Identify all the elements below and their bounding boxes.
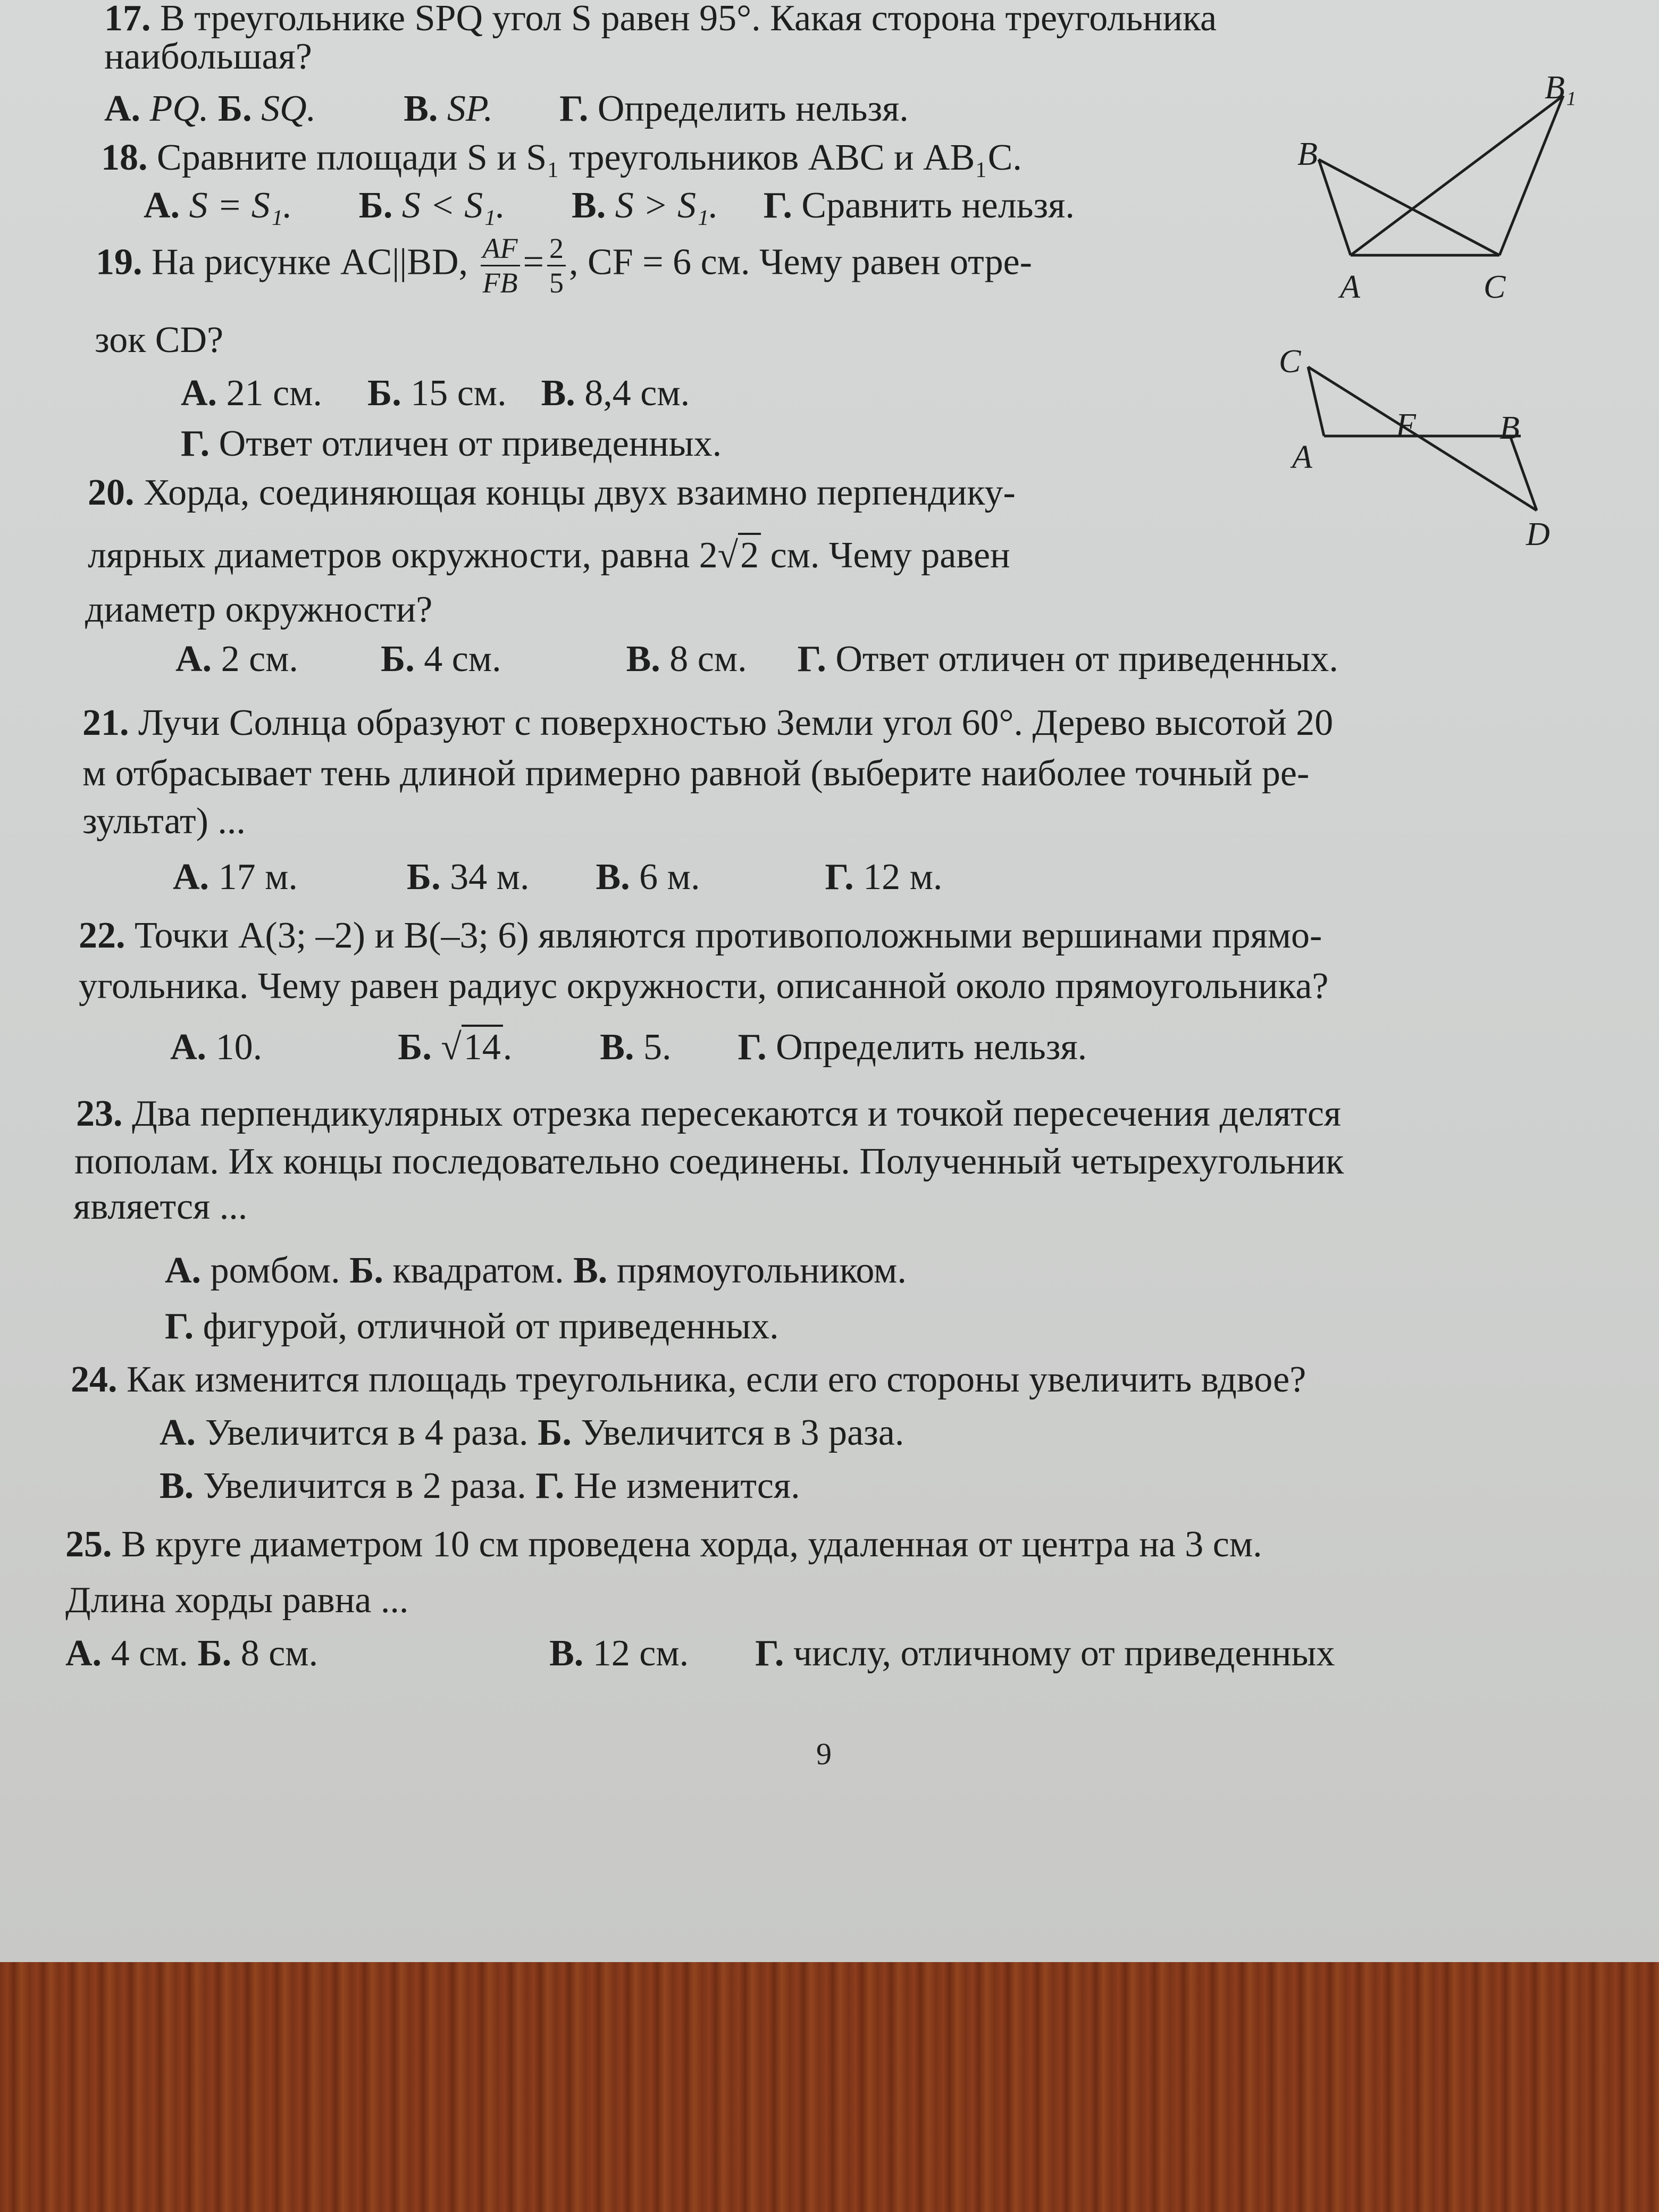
label-c: C [1484,269,1506,305]
q21-options: А. 17 м. Б. 34 м. В. 6 м. Г. 12 м. [173,857,943,898]
q19-line2: зок CD? [95,320,224,361]
q20-line3: диаметр окружности? [85,589,433,630]
sqrt-14: √14 [441,1029,502,1066]
page-number: 9 [816,1737,832,1771]
q25-line2: Длина хорды равна ... [65,1580,409,1621]
q24-options-row1: А. Увеличится в 4 раза. Б. Увеличится в 3 раза. [160,1412,904,1453]
q19-line1: 19. На рисунке AC||BD, $\frac{AF}{FB}$ = $\frac{2}{5}$ , CF = 6 см. Чему равен отре- [96,232,1032,299]
label-b: B [1297,136,1318,172]
q22-line1: 22. Точки A(3; –2) и B(–3; 6) являются противоположными вершинами прямо- [79,915,1322,956]
q23-options-row2: Г. фигурой, отличной от приведенных. [165,1306,779,1347]
label-b1: B₁ [1545,70,1577,106]
label-d: D [1526,516,1550,552]
q21-line3: зультат) ... [82,801,246,842]
sqrt-2: √2 [718,537,761,574]
q17-options: А. PQ. Б. SQ. В. SP. Г. Определить нельзя. [104,88,909,129]
segment-ca [1308,367,1324,436]
label-a: A [1292,439,1312,475]
q20-line2: лярных диаметров окружности, равна 2√2 см. Чему равен [88,537,1010,574]
label-f: F [1396,407,1416,443]
segment-bd [1510,436,1537,510]
triangles-figure-q18 [1276,64,1595,308]
q19-options-row1: А. 21 см. Б. 15 см. В. 8,4 см. [181,373,690,414]
q22-line2: угольника. Чему равен радиус окружности, описанной около прямоугольника? [79,966,1329,1007]
q25-options: А. 4 см. Б. 8 см. В. 12 см. Г. числу, отличному от приведенных [65,1633,1335,1674]
q22-options: А. 10. Б. √14. В. 5. Г. Определить нельзя. [170,1029,1087,1066]
q17-line1: 17. В треугольнике SPQ угол S равен 95°. Какая сторона треугольника [104,0,1217,39]
lines-figure-q19 [1276,340,1574,553]
q24-line1: 24. Как изменится площадь треугольника, если его стороны увеличить вдвое? [71,1359,1306,1400]
label-b: B [1499,410,1520,446]
q25-line1: 25. В круге диаметром 10 см проведена хорда, удаленная от центра на 3 см. [65,1524,1262,1565]
q23-line3: является ... [73,1186,248,1227]
q20-options: А. 2 см. Б. 4 см. В. 8 см. Г. Ответ отличен от приведенных. [175,639,1338,680]
q24-options-row2: В. Увеличится в 2 раза. Г. Не изменится. [160,1465,800,1506]
label-c: C [1279,343,1301,380]
label-a: A [1340,269,1360,305]
q18-options: А. S = S₁. Б. S < S₁. В. S > S₁. Г. Сравнить нельзя. [144,185,1075,226]
fraction-af-fb: $\frac{AF}{FB}$ [481,234,520,297]
wooden-table [0,1962,1659,2212]
fraction-2-5: $\frac{2}{5}$ [547,234,566,297]
q19-options-row2: Г. Ответ отличен от приведенных. [181,423,722,464]
q17-line2: наибольшая? [104,36,312,77]
q23-line1: 23. Два перпендикулярных отрезка пересекаются и точкой пересечения делятся [76,1093,1342,1134]
q23-line2: пополам. Их концы последовательно соединены. Полученный четырехугольник [74,1141,1344,1182]
q20-line1: 20. Хорда, соединяющая концы двух взаимно перпендику- [88,472,1016,513]
q21-line2: м отбрасывает тень длиной примерно равной (выберите наиболее точный ре- [82,753,1310,794]
q23-options-row1: А. ромбом. Б. квадратом. В. прямоугольником. [165,1250,907,1291]
q21-line1: 21. Лучи Солнца образуют с поверхностью Земли угол 60°. Дерево высотой 20 [82,702,1334,743]
q18-line1: 18. Сравните площади S и S₁ треугольников ABC и AB₁C. [101,137,1022,178]
